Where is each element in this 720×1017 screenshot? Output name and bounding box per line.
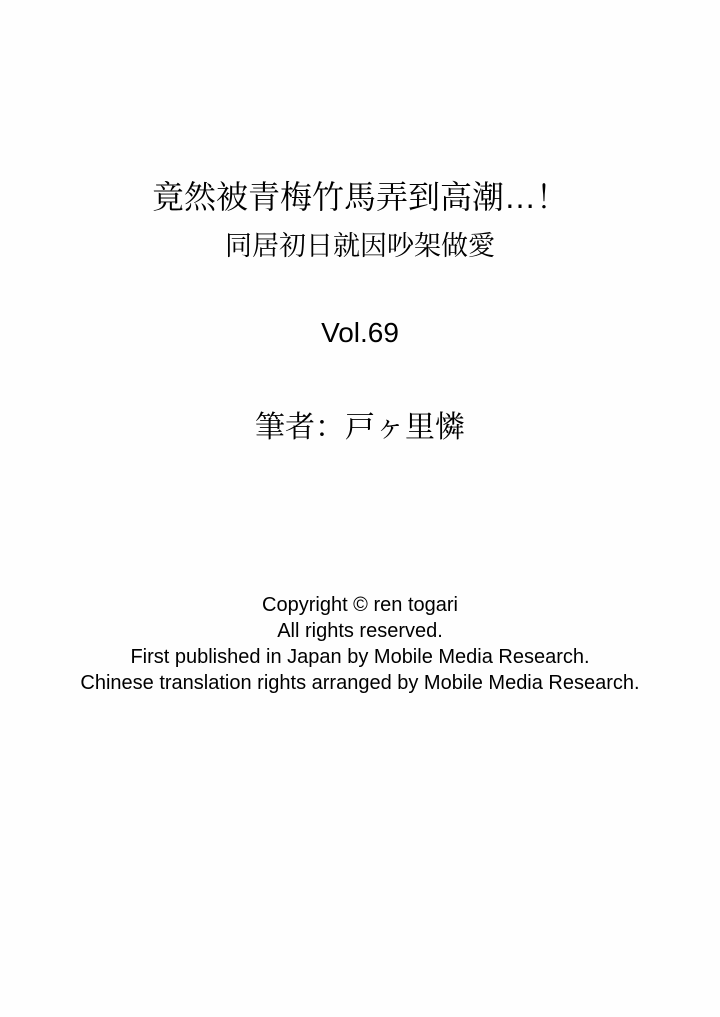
series-subtitle: 同居初日就因吵架做愛: [225, 231, 495, 261]
copyright-block: [0, 592, 720, 696]
translation-rights-line: Chinese translation rights arranged by Mobile Media Research.: [80, 672, 640, 694]
volume-number: Vol.69: [321, 317, 399, 348]
series-title: 竟然被青梅竹馬弄到高潮…！: [151, 179, 568, 215]
copyright-holder-line: Copyright © ren togari: [262, 594, 458, 616]
first-published-line: First published in Japan by Mobile Media Research.: [130, 646, 590, 668]
rights-reserved-line: All rights reserved.: [277, 620, 443, 642]
author-label: 筆者：: [255, 411, 345, 444]
author-credit: [0, 411, 720, 446]
author-name: 戸ヶ里憐: [345, 411, 465, 444]
